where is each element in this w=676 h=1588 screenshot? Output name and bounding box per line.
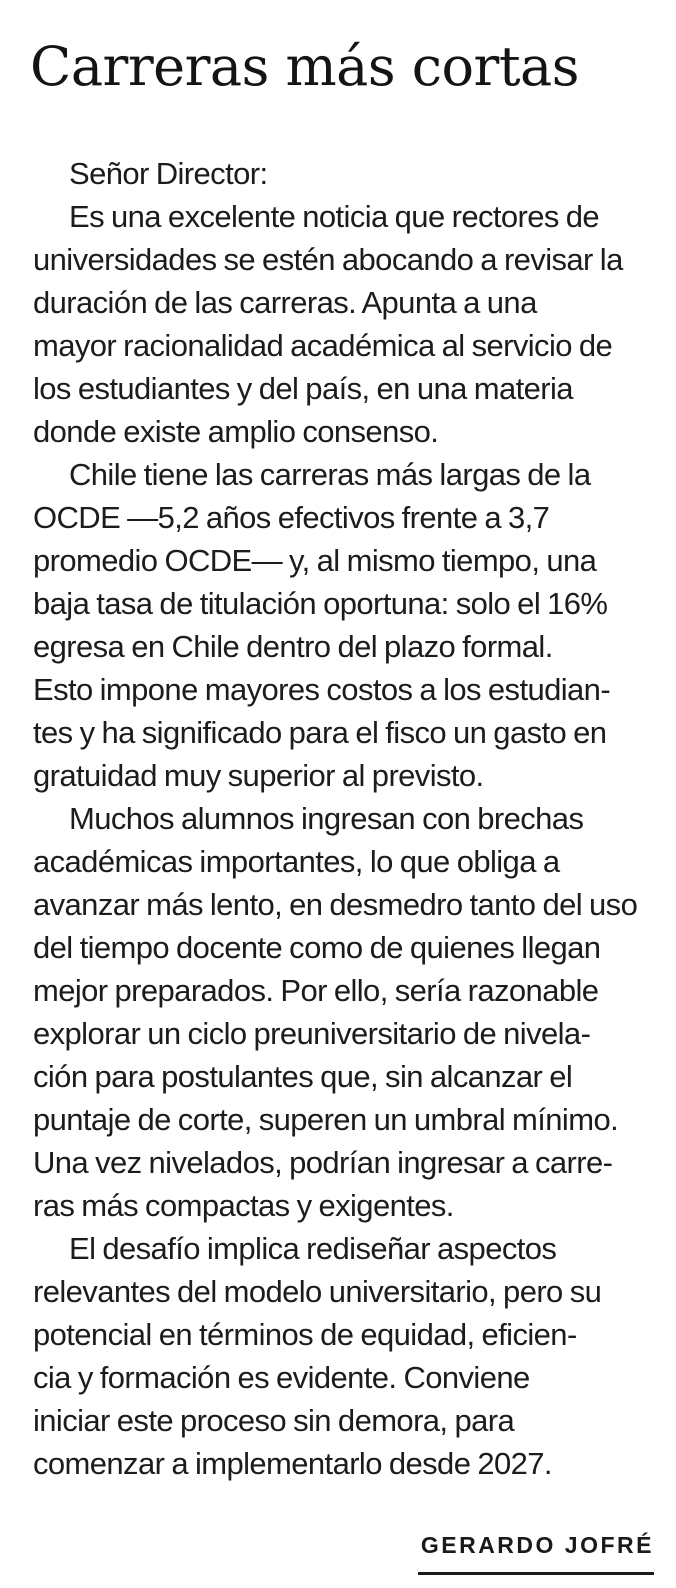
headline: Carreras más cortas: [30, 35, 579, 98]
body-line: gratuidad muy superior al previsto.: [33, 758, 484, 793]
body-line: ción para postulantes que, sin alcanzar el: [33, 1059, 573, 1094]
body-line: tes y ha significado para el fisco un gasto en: [33, 715, 607, 750]
body-line: los estudiantes y del país, en una materia: [33, 371, 573, 406]
body-line: potencial en términos de equidad, eficien-: [33, 1317, 577, 1352]
body-line: baja tasa de titulación oportuna: solo el 16%: [33, 586, 608, 621]
author-signature: GERARDO JOFRÉ: [420, 1532, 654, 1558]
body-line: egresa en Chile dentro del plazo formal.: [33, 629, 553, 664]
signature-underline: [418, 1572, 654, 1575]
body-line: OCDE —5,2 años efectivos frente a 3,7: [33, 500, 550, 535]
body-line: duración de las carreras. Apunta a una: [33, 285, 537, 320]
body-line: mejor preparados. Por ello, sería razonable: [33, 973, 599, 1008]
body-line: promedio OCDE— y, al mismo tiempo, una: [33, 543, 597, 578]
body-line: Señor Director:: [69, 156, 268, 191]
body-line: donde existe amplio consenso.: [33, 414, 439, 449]
body-line: ras más compactas y exigentes.: [33, 1188, 454, 1223]
body-line: del tiempo docente como de quienes llegan: [33, 930, 601, 965]
body-line: cia y formación es evidente. Conviene: [33, 1360, 530, 1395]
body-line: Esto impone mayores costos a los estudian-: [33, 672, 611, 707]
body-line: comenzar a implementarlo desde 2027.: [33, 1446, 552, 1481]
body-line: universidades se estén abocando a revisar la: [33, 242, 623, 277]
body-line: explorar un ciclo preuniversitario de nivela-: [33, 1016, 591, 1051]
body-line: Chile tiene las carreras más largas de la: [69, 457, 591, 492]
body-line: El desafío implica rediseñar aspectos: [69, 1231, 557, 1266]
body-line: mayor racionalidad académica al servicio de: [33, 328, 613, 363]
body-line: relevantes del modelo universitario, pero su: [33, 1274, 602, 1309]
body-line: Es una excelente noticia que rectores de: [69, 199, 600, 234]
letter-body: [33, 152, 663, 1485]
body-line: iniciar este proceso sin demora, para: [33, 1403, 515, 1438]
body-line: puntaje de corte, superen un umbral mínimo.: [33, 1102, 619, 1137]
body-line: Una vez nivelados, podrían ingresar a carre-: [33, 1145, 613, 1180]
body-line: avanzar más lento, en desmedro tanto del uso: [33, 887, 638, 922]
body-line: académicas importantes, lo que obliga a: [33, 844, 560, 879]
body-line: Muchos alumnos ingresan con brechas: [69, 801, 584, 836]
